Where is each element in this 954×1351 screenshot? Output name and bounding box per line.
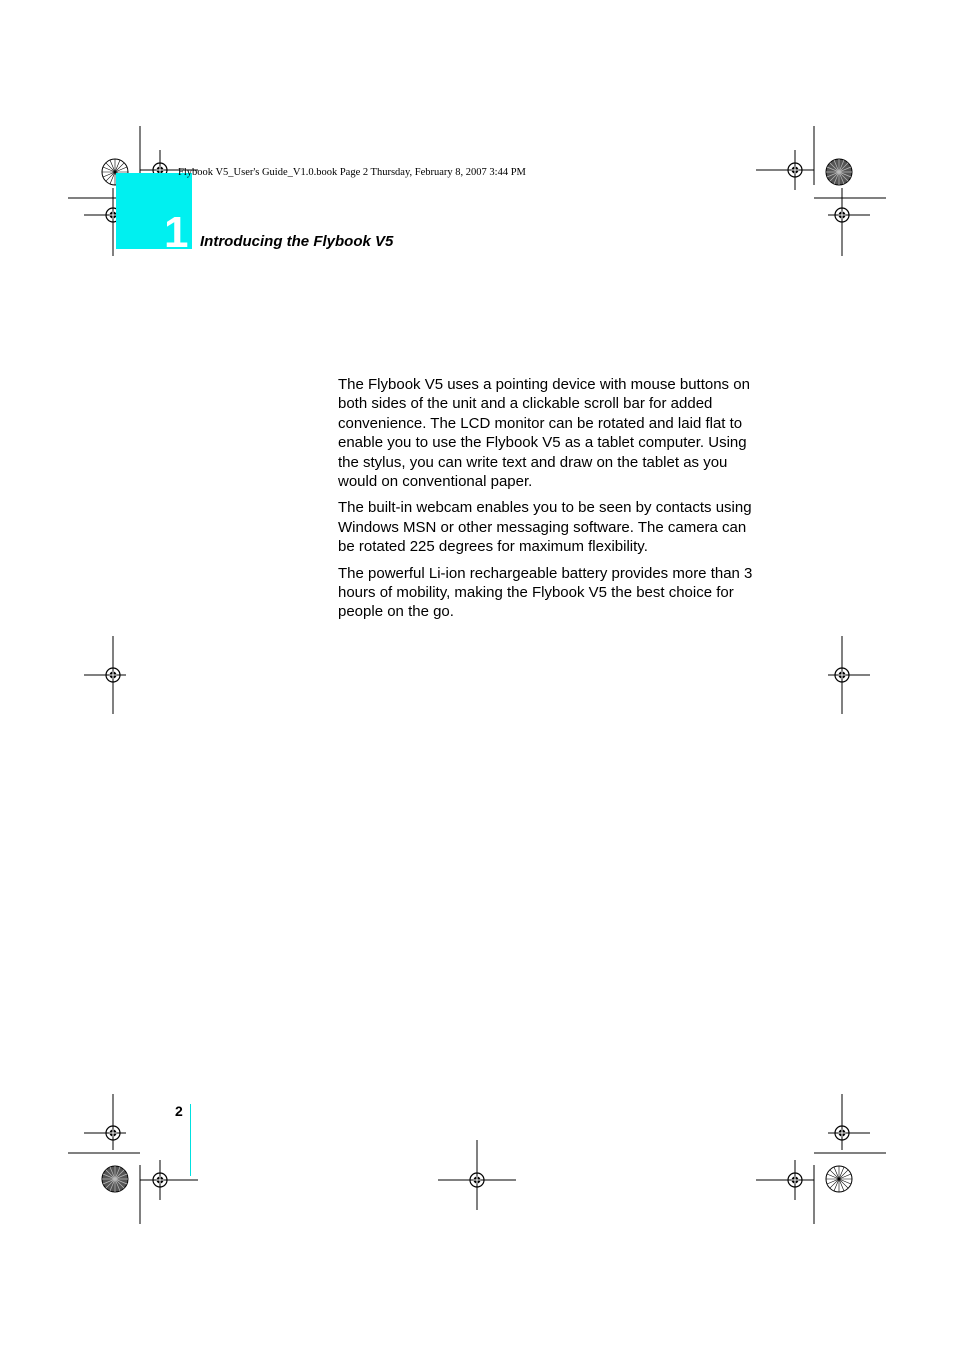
print-slug-line: Flybook V5_User's Guide_V1.0.book Page 2 Thursday, February 8, 2007 3:44 PM [178, 167, 526, 178]
chapter-number: 1 [164, 208, 189, 257]
paragraph: The powerful Li-ion rechargeable battery provides more than 3 hours of mobility, making the Flybook V5 the best choice for people on the go. [338, 564, 753, 621]
paragraph: The Flybook V5 uses a pointing device with mouse buttons on both sides of the unit and a clickable scroll bar for added convenience. The LCD monitor can be rotated and laid flat to enable you to use the Flybook V5 as a tablet computer. Using the stylus, you can write text and draw on the tablet as you would on conventional paper. [338, 376, 750, 491]
page-number: 2 [175, 1103, 183, 1119]
body-text [338, 375, 763, 629]
starburst-target-icon [102, 1166, 128, 1192]
page-number-rule [190, 1104, 191, 1176]
starburst-target-icon [826, 159, 852, 185]
paragraph: The built-in webcam enables you to be seen by contacts using Windows MSN or other messaging software. The camera can be rotated 225 degrees for maximum flexibility. [338, 499, 752, 556]
starburst-target-icon [826, 1166, 852, 1192]
chapter-title: Introducing the Flybook V5 [200, 233, 394, 250]
